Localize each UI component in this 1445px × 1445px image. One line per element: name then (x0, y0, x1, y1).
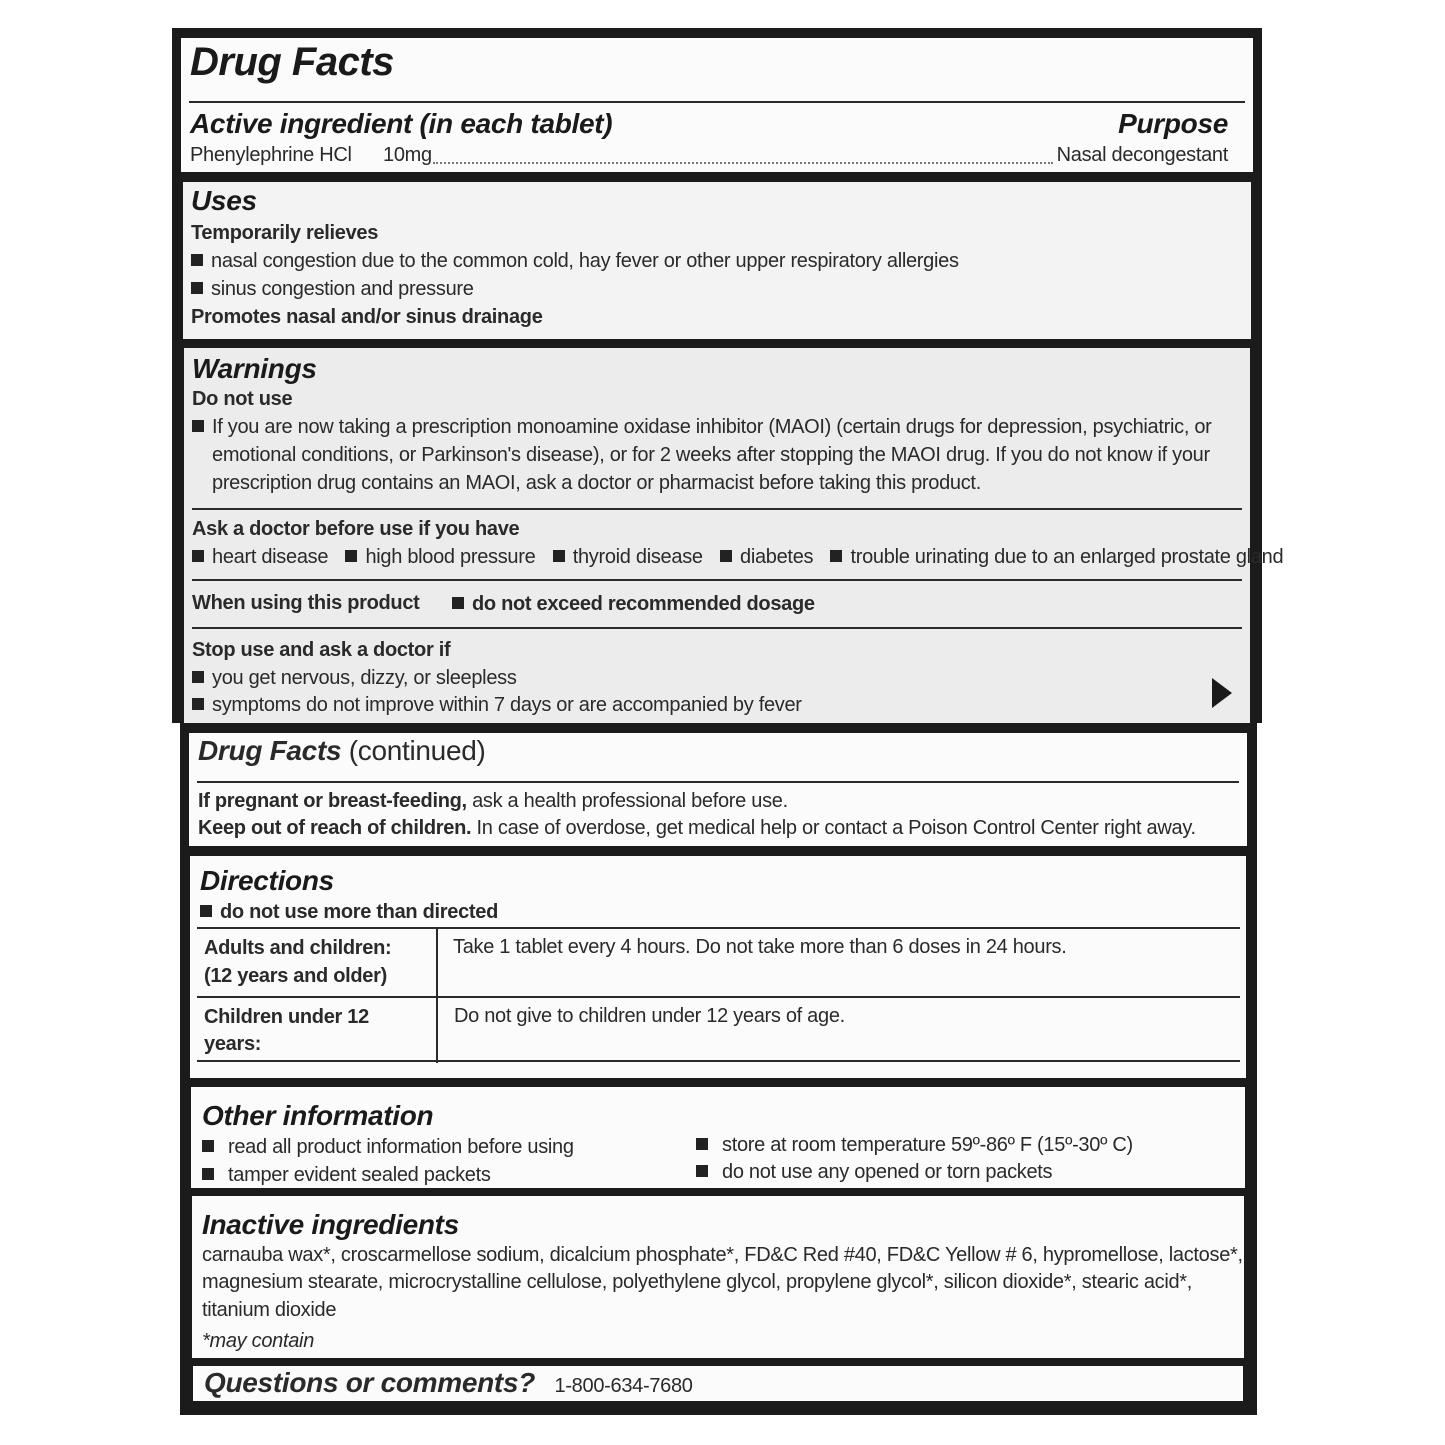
inactive-heading: Inactive ingredients (202, 1209, 459, 1240)
directions-table-top (197, 927, 1240, 929)
bullet-square (191, 254, 203, 266)
directions-table-bottom (197, 1060, 1240, 1062)
uses-tail: Promotes nasal and/or sinus drainage (191, 306, 543, 328)
directions-box (190, 856, 1246, 1078)
directions-row-label: (12 years and older) (204, 965, 387, 987)
conditions-list: heart disease high blood pressure thyroid disease diabetes trouble urinating due to an enlarged prostate gland (192, 546, 1283, 569)
bullet-square (192, 671, 204, 683)
directions-row-label: years: (204, 1033, 262, 1055)
ingredient-purpose: Nasal decongestant (1056, 144, 1228, 166)
directions-lead: do not use more than directed (200, 901, 498, 924)
drug-facts-title: Drug Facts (190, 40, 394, 84)
keep-out-bold: Keep out of reach of children. (198, 817, 472, 839)
uses-box (183, 182, 1251, 339)
uses-item: nasal congestion due to the common cold, hay fever or other upper respiratory allergies (191, 250, 959, 273)
pregnant-text: ask a health professional before use. (472, 790, 788, 812)
active-ingredient-box (181, 38, 1253, 172)
directions-row-rule (197, 996, 1240, 998)
continued-title-bold: Drug Facts (198, 735, 342, 766)
bullet-square (720, 550, 732, 562)
pregnant-bold: If pregnant or breast-feeding, (198, 790, 467, 812)
ingredient-dose: 10mg (383, 144, 432, 166)
title-rule (189, 101, 1245, 103)
questions-heading: Questions or comments? (204, 1367, 536, 1398)
warnings-rule (192, 579, 1242, 581)
keep-out-line (198, 817, 1196, 840)
warnings-rule (192, 508, 1242, 510)
other-info-heading: Other information (202, 1100, 434, 1131)
warnings-rule (192, 627, 1242, 629)
other-info-item: tamper evident sealed packets (202, 1164, 491, 1187)
inactive-line: titanium dioxide (202, 1299, 337, 1321)
bullet-square (202, 1168, 214, 1180)
bullet-square (202, 1140, 214, 1152)
other-info-item: read all product information before using (202, 1136, 574, 1159)
stop-item: you get nervous, dizzy, or sleepless (192, 667, 517, 690)
active-ingredient-heading: Active ingredient (in each tablet) (190, 108, 613, 139)
bullet-square (192, 698, 204, 710)
warnings-heading: Warnings (192, 353, 317, 384)
questions-box (193, 1366, 1243, 1401)
bullet-square (553, 550, 565, 562)
pregnant-line (198, 790, 788, 813)
stop-use-heading: Stop use and ask a doctor if (192, 639, 451, 661)
uses-heading: Uses (191, 185, 257, 216)
directions-row-label: Adults and children: (204, 937, 392, 959)
maoi-line: emotional conditions, or Parkinson's disease), or for 2 weeks after stopping the MAOI drug. If you do not know if your (212, 444, 1210, 466)
inactive-ingredients-box (192, 1196, 1244, 1358)
directions-row-text: Do not give to children under 12 years of age. (454, 1005, 845, 1027)
maoi-line: If you are now taking a prescription monoamine oxidase inhibitor (MAOI) (certain drugs for depression, psychiatric, or (192, 416, 1212, 439)
directions-heading: Directions (200, 865, 334, 896)
bullet-square (192, 550, 204, 562)
continued-title (198, 735, 486, 767)
ingredient-name: Phenylephrine HCl (190, 144, 352, 166)
bullet-square (200, 905, 212, 917)
directions-row-text: Take 1 tablet every 4 hours. Do not take more than 6 doses in 24 hours. (453, 936, 1067, 958)
bullet-square (192, 420, 204, 432)
continued-box (189, 733, 1247, 846)
uses-item: sinus congestion and pressure (191, 278, 474, 301)
do-not-use-heading: Do not use (192, 388, 293, 410)
uses-lead: Temporarily relieves (191, 222, 379, 244)
bullet-square (345, 550, 357, 562)
continued-rule (197, 781, 1239, 783)
bullet-square (830, 550, 842, 562)
other-info-item: store at room temperature 59º-86º F (15º-30º C) (696, 1134, 1133, 1157)
leader-dots (433, 162, 1053, 164)
may-contain-note: *may contain (202, 1330, 315, 1352)
stop-item: symptoms do not improve within 7 days or are accompanied by fever (192, 694, 802, 717)
ask-doctor-heading: Ask a doctor before use if you have (192, 518, 520, 540)
when-using-item: do not exceed recommended dosage (452, 593, 815, 616)
bullet-square (452, 597, 464, 609)
bullet-square (696, 1138, 708, 1150)
directions-row-label: Children under 12 (204, 1006, 369, 1028)
questions-line (204, 1366, 693, 1403)
inactive-line: magnesium stearate, microcrystalline cellulose, polyethylene glycol, propylene glycol*, silicon dioxide*, stearic acid*, (202, 1271, 1193, 1293)
bullet-square (191, 282, 203, 294)
when-using-heading: When using this product (192, 592, 420, 614)
maoi-line: prescription drug contains an MAOI, ask a doctor or pharmacist before taking this product. (212, 472, 981, 494)
questions-phone: 1-800-634-7680 (554, 1375, 693, 1397)
directions-table-divider (436, 927, 438, 1063)
warnings-box (184, 348, 1284, 723)
continue-arrow-icon (1212, 678, 1232, 708)
other-info-box (191, 1087, 1245, 1188)
inactive-line: carnauba wax*, croscarmellose sodium, dicalcium phosphate*, FD&C Red #40, FD&C Yellow # 6, hypromellose, lactose*, (202, 1244, 1243, 1266)
keep-out-text: In case of overdose, get medical help or contact a Poison Control Center right away. (476, 817, 1196, 839)
other-info-item: do not use any opened or torn packets (696, 1161, 1052, 1184)
continued-title-suffix: (continued) (348, 735, 486, 766)
bullet-square (696, 1165, 708, 1177)
purpose-heading: Purpose (1118, 108, 1228, 139)
